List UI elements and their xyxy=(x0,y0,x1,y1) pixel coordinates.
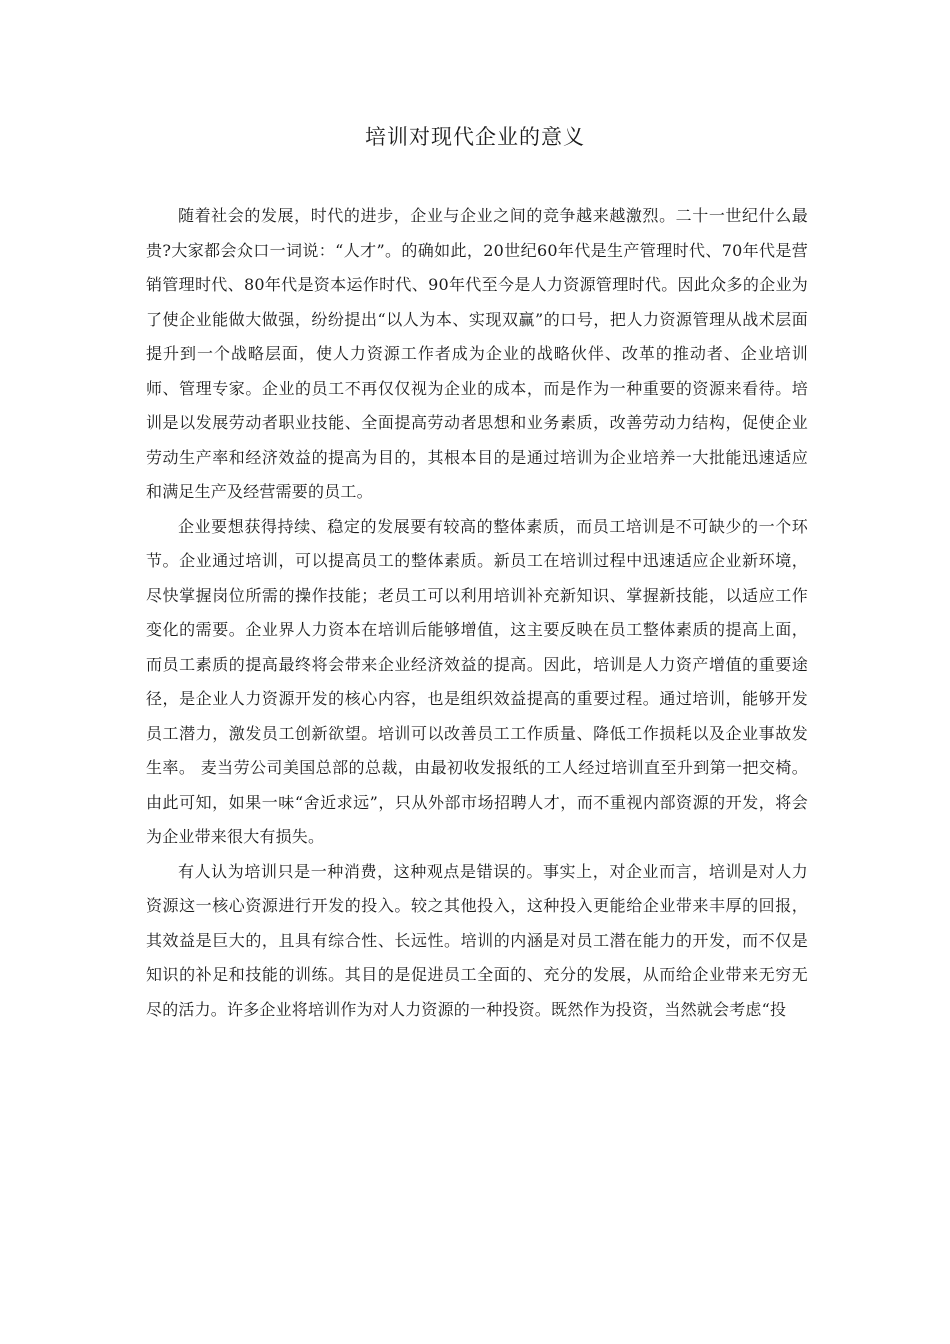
document-body xyxy=(146,199,808,1027)
paragraph-3: 有人认为培训只是一种消费，这种观点是错误的。事实上，对企业而言，培训是对人力资源这一核心资源进行开发的投入。较之其他投入，这种投入更能给企业带来丰厚的回报，其效益是巨大的，且具有综合性、长远性。培训的内涵是对员工潜在能力的开发，而不仅是知识的补足和技能的训练。其目的是促进员工全面的、充分的发展，从而给企业带来无穷无尽的活力。许多企业将培训作为对人力资源的一种投资。既然作为投资，当然就会考虑“投 xyxy=(146,861,808,1019)
paragraph-1: 随着社会的发展，时代的进步，企业与企业之间的竞争越来越激烈。二十一世纪什么最贵?大家都会众口一词说：“人才”。的确如此，20世纪60年代是生产管理时代、70年代是营销管理时代、80年代是资本运作时代、90年代至今是人力资源管理时代。因此众多的企业为了使企业能做大做强，纷纷提出“以人为本、实现双赢”的口号，把人力资源管理从战术层面提升到一个战略层面，使人力资源工作者成为企业的战略伙伴、改革的推动者、企业培训师、管理专家。企业的员工不再仅仅视为企业的成本，而是作为一种重要的资源来看待。培训是以发展劳动者职业技能、全面提高劳动者思想和业务素质，改善劳动力结构，促使企业劳动生产率和经济效益的提高为目的，其根本目的是通过培训为企业培养一大批能迅速适应和满足生产及经营需要的员工。 xyxy=(146,206,808,501)
document-title: 培训对现代企业的意义 xyxy=(365,125,585,149)
paragraph-2: 企业要想获得持续、稳定的发展要有较高的整体素质，而员工培训是不可缺少的一个环节。企业通过培训，可以提高员工的整体素质。新员工在培训过程中迅速适应企业新环境，尽快掌握岗位所需的操作技能；老员工可以利用培训补充新知识、掌握新技能，以适应工作变化的需要。企业界人力资本在培训后能够增值，这主要反映在员工整体素质的提高上面，而员工素质的提高最终将会带来企业经济效益的提高。因此，培训是人力资产增值的重要途径，是企业人力资源开发的核心内容，也是组织效益提高的重要过程。通过培训，能够开发员工潜力，激发员工创新欲望。培训可以改善员工工作质量、降低工作损耗以及企业事故发生率。 麦当劳公司美国总部的总裁，由最初收发报纸的工人经过培训直至升到第一把交椅。由此可知，如果一味“舍近求远”，只从外部市场招聘人才，而不重视内部资源的开发，将会为企业带来很大有损失。 xyxy=(146,516,808,846)
